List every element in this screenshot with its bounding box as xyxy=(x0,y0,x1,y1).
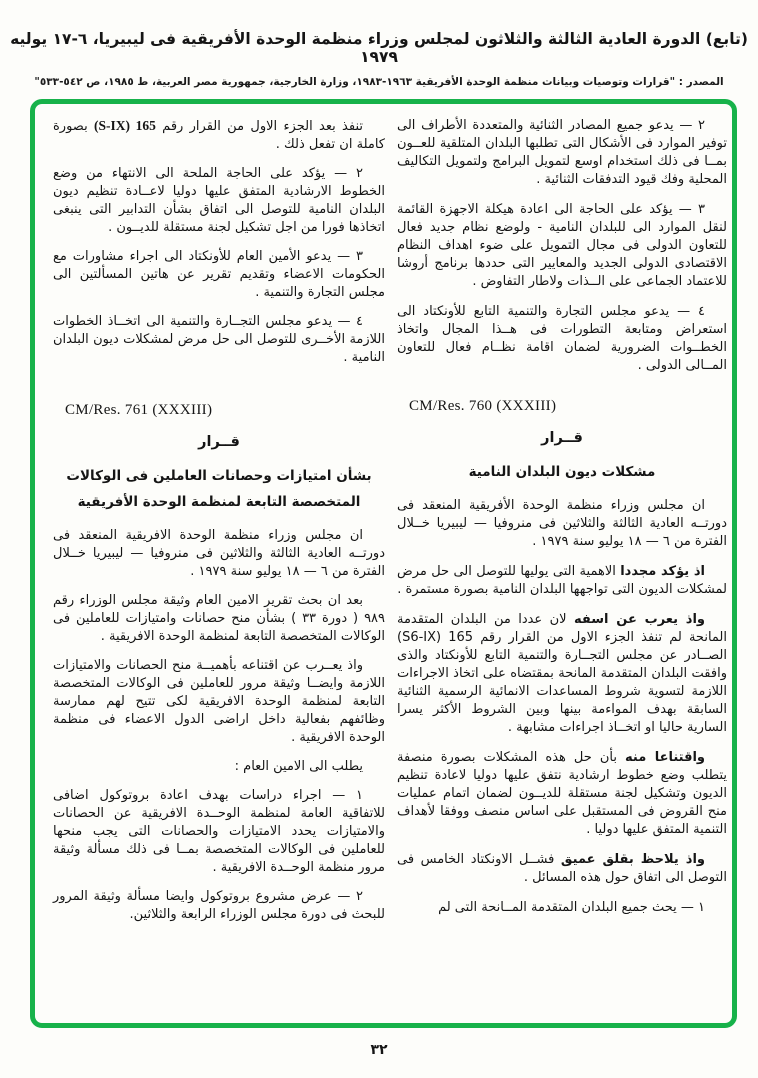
session-title: (تابع) الدورة العادية الثالثة والثلاثون لمجلس وزراء منظمة الوحدة الأفريقية فى ليبيريا، ٦-١٧ يوليه ١٩٧٩ xyxy=(10,30,748,66)
column-right xyxy=(397,117,727,929)
page-number: ٣٢ xyxy=(370,1042,388,1058)
resolution-paragraph: ٣ — يدعو الأمين العام للأونكتاد الى اجراء مشاورات مع الحكومات الاعضاء وتقديم تقرير عن هاتين المسألتين الى مجلس التجارة والتنمية . xyxy=(53,249,385,300)
resolution-number-ref: 165 (S-IX) xyxy=(94,118,156,133)
resolution-paragraph: ١ — يحث جميع البلدان المتقدمة المــانحة التى لم xyxy=(438,900,705,915)
resolution-reference-761: CM/Res. 761 (XXXIII) xyxy=(65,402,213,418)
paragraph-lead: واقتناعا منه xyxy=(625,750,705,765)
resolution-paragraph: ٣ — يؤكد على الحاجة الى اعادة هيكلة الاجهزة القائمة لنقل الموارد الى للبلدان النامية - ولوضع نظام جديد فعال للتعاون الدولى فى مجال التمويل على ضوء اهداف النظام الاقتصادى الدولى الجديد والمعايير التى حددها برنامج أروشا للاعتماد الجماعى على الــذات ولاطار التفاوض . xyxy=(397,202,727,289)
resolution-paragraph: يطلب الى الامين العام : xyxy=(234,759,363,774)
resolution-paragraph: واذ يعــرب عن اقتناعه بأهميــة منح الحصانات والامتيازات اللازمة وايضــا وثيقة مرور للعاملين فى الوكالات المتخصصة التابعة لمنظمة الوحدة الافريقية لكى تتيح لهم ممارسة وظائفهم بفعالية داخل اراضى الدول الاعضاء فى منظمة الوحدة الافريقية . xyxy=(53,658,385,745)
resolution-paragraph: ان مجلس وزراء منظمة الوحدة الافريقية المنعقد فى دورتــه العادية الثالثة والثلاثين فى منروفيا — ليبيريا خــلال الفترة من ٦ — ١٨ يوليو سنة ١٩٧٩ . xyxy=(53,528,385,579)
column-left xyxy=(53,117,385,935)
resolution-paragraph: واذ يلاحظ بقلق عميق فشــل الاونكتاد الخامس فى التوصل الى اتفاق حول هذه المسائل . xyxy=(397,852,727,885)
resolution-paragraph: ٤ — يدعو مجلس التجارة والتنمية التابع للأونكتاد الى استعراض ومتابعة التطورات فى هــذا المجال واتخاذ الخطــوات الضرورية لضمان اقامة نظــام فعال للتعاون المــالى الدولى . xyxy=(397,304,727,373)
resolution-paragraph: اذ يؤكد مجددا الاهمية التى يوليها للتوصل الى حل مرض لمشكلات الديون التى تواجهها البلدان النامية بصورة مستمرة . xyxy=(397,564,727,597)
paragraph-lead: واذ يعرب عن اسفه xyxy=(573,612,706,627)
decision-heading: قــرار xyxy=(541,430,583,446)
decision-title: بشأن امتيازات وحصانات العاملين فى الوكالات المتخصصة التابعة لمنظمة الوحدة الأفريقية xyxy=(66,468,372,510)
resolution-paragraph: ٢ — عرض مشروع بروتوكول وايضا مسألة وثيقة المرور للبحث فى دورة مجلس الوزراء الرابعة والثلاثين. xyxy=(53,889,385,922)
resolution-paragraph: واذ يعرب عن اسفه لان عددا من البلدان المتقدمة المانحة لم تنفذ الجزء الاول من القرار رقم 165 (S6-IX) الصــادر عن مجلس التجــارة والتنمية التابع للأونكتاد والذى وافقت البلدان المتقدمة المانحة بمقتضاه على اتخاذ الاجراءات اللازمة لتسوية شروط المساعدات الانمائية الرسمية الثنائية السابقة بهدف المواءمة بينها وبين الشروط الأكثر يسرا السارية حاليا او اتخــاذ اجراءات مشابهة . xyxy=(397,612,727,735)
paragraph-lead: اذ يؤكد مجددا xyxy=(620,564,705,579)
resolution-paragraph: ١ — اجراء دراسات بهدف اعادة بروتوكول اضافى للاتفاقية العامة لمنظمة الوحــدة الافريقية عن الحصانات والامتيازات يحدد الامتيازات والحصانات التى يجب منحها للعاملين فى الوكالات المتخصصة بمــا فى ذلك مسألة وثيقة مرور منظمة الوحــدة الافريقية . xyxy=(53,788,385,875)
resolution-paragraph: واقتناعا منه بأن حل هذه المشكلات بصورة منصفة يتطلب وضع خطوط ارشادية نتفق عليها دوليا لاعادة تنظيم الديون وتشكيل لجنة مستقلة للديــون لضمان اتمام عمليات منح القروض فى المستقبل على اساس منصف ووفقا لأهداف التنمية المتفق عليها دوليا . xyxy=(397,750,727,837)
decision-heading: قــرار xyxy=(198,434,240,450)
source-citation: المصدر : "قرارات وتوصيات وبيانات منظمة الوحدة الأفريقية ١٩٦٣-١٩٨٣، وزارة الخارجية، جمهورية مصر العربية، ط ١٩٨٥، ص ٥٤٢-٥٣٣" xyxy=(34,76,724,88)
resolution-reference-760: CM/Res. 760 (XXXIII) xyxy=(409,398,557,414)
resolution-paragraph: تنفذ بعد الجزء الاول من القرار رقم 165 (S-IX) بصورة كاملة ان تفعل ذلك . xyxy=(53,118,385,152)
paragraph-lead: واذ يلاحظ بقلق عميق xyxy=(560,852,705,867)
decision-title: مشكلات ديون البلدان النامية xyxy=(468,464,656,480)
resolution-paragraph: ان مجلس وزراء منظمة الوحدة الأفريقية المنعقد فى دورتــه العادية الثالثة والثلاثين فى منروفيا — ليبيريا خــلال الفترة من ٦ — ١٨ يوليو سنة ١٩٧٩ . xyxy=(397,498,727,549)
resolution-paragraph: بعد ان بحث تقرير الامين العام وثيقة مجلس الوزراء رقم ٩٨٩ ( دورة ٣٣ ) بشأن منح حصانات وامتيازات للعاملين فى الوكالات المتخصصة التابعة لمنظمة الوحدة الافريقية . xyxy=(53,593,386,644)
resolution-paragraph: ٤ — يدعو مجلس التجــارة والتنمية الى اتخــاذ الخطوات اللازمة الأخــرى للتوصل الى حل مرض لمشكلات ديون البلدان النامية . xyxy=(53,314,385,365)
resolution-paragraph: ٢ — يؤكد على الحاجة الملحة الى الانتهاء من وضع الخطوط الارشادية المتفق عليها دوليا لاعــادة تنظيم ديون البلدان النامية للتوصل الى اتفاق بشأن التدابير التى ينبغى اتخاذها فورا من اجل تشكيل لجنة مستقلة للديــون . xyxy=(53,166,385,235)
page-header xyxy=(0,30,758,88)
resolution-paragraph: ٢ — يدعو جميع المصادر الثنائية والمتعددة الأطراف الى توفير الموارد فى الأشكال التى تطلبها البلدان المتلقية للعــون بمــا فى ذلك استخدام اوسع لتمويل البرامج ولتمويل التكاليف المحلية وفك قيود التدفقات الثنائية . xyxy=(397,118,727,187)
document-frame xyxy=(30,99,737,1028)
